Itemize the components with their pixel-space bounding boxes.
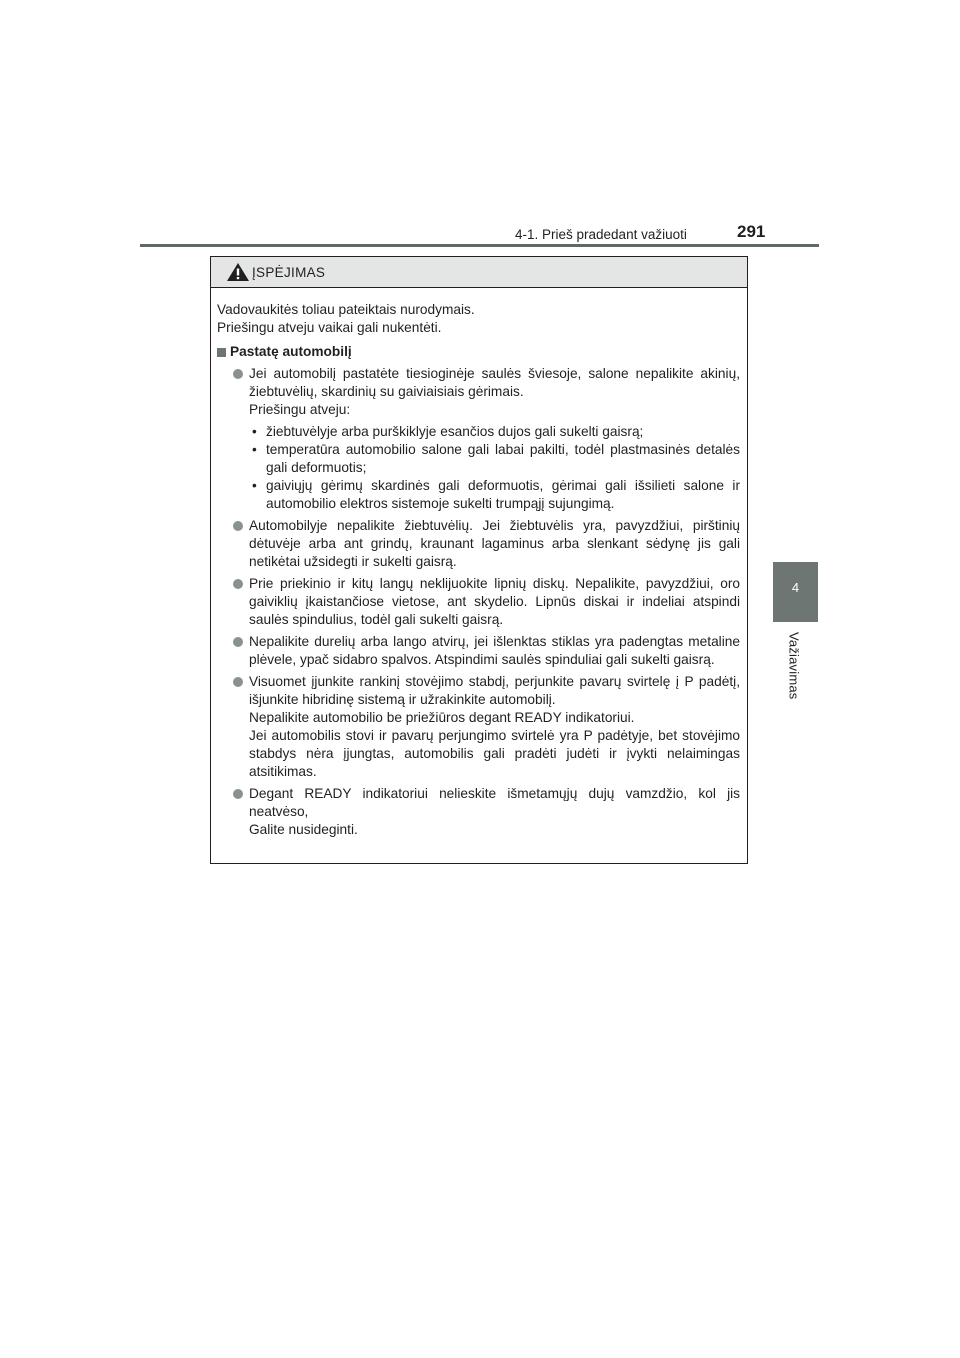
bullet-text: Nepalikite durelių arba lango atvirų, jei išlenktas stiklas yra padengtas metaline plėvele, ypač sidabro spalvos. Atspindimi saulės spinduliai gali sukelti gaisrą.	[249, 634, 740, 667]
bullet-item	[217, 673, 740, 781]
warning-intro	[217, 301, 740, 337]
bullet-text: Visuomet įjunkite rankinį stovėjimo stabdį, perjunkite pavarų svirtelę į P padėtį, išjunkite hibridinę sistemą ir užrakinkite automobilį.	[249, 674, 740, 707]
round-bullet-icon	[233, 637, 243, 647]
intro-line: Vadovaukitės toliau pateiktais nurodymais.	[217, 302, 475, 317]
round-bullet-icon	[233, 579, 243, 589]
sub-list-item: • gaiviųjų gėrimų skardinės gali deformuotis, gėrimai gali išsilieti salone ir automobilio elektros sistemoje sukelti trumpąjį sujungimą.	[252, 478, 740, 511]
bullet-item	[217, 575, 740, 629]
round-bullet-icon	[233, 369, 243, 379]
chapter-tab	[773, 562, 818, 622]
chapter-label	[783, 632, 805, 712]
bullet-text: Galite nusideginti.	[249, 822, 358, 837]
sub-item-text: žiebtuvėlyje arba purškiklyje esančios dujos gali sukelti gaisrą;	[266, 424, 644, 439]
round-bullet-icon	[233, 677, 243, 687]
bullet-item	[217, 517, 740, 571]
chapter-number: 4	[791, 580, 800, 595]
bullet-text: Degant READY indikatoriui nelieskite išmetamųjų dujų vamzdžio, kol jis neatvėso,	[249, 786, 740, 819]
page-number: 291	[737, 222, 766, 241]
chapter-label-text: Važiavimas	[786, 632, 802, 700]
round-bullet-icon	[233, 521, 243, 531]
bullet-item	[217, 365, 740, 513]
header-divider	[140, 244, 819, 247]
sub-item-text: temperatūra automobilio salone gali labai pakilti, todėl plastmasinės detalės gali deformuotis;	[266, 442, 740, 475]
warning-header	[211, 257, 747, 288]
bullet-item	[217, 633, 740, 669]
warning-body	[211, 288, 747, 839]
section-title: 4-1. Prieš pradedant važiuoti	[515, 227, 687, 242]
warning-title: ĮSPĖJIMAS	[252, 264, 326, 280]
sub-list-item: • temperatūra automobilio salone gali labai pakilti, todėl plastmasinės detalės gali deformuotis;	[252, 442, 740, 475]
round-bullet-icon	[233, 789, 243, 799]
bullet-item	[217, 785, 740, 839]
sub-list-item: • žiebtuvėlyje arba purškiklyje esančios dujos gali sukelti gaisrą;	[249, 423, 740, 441]
sub-item-text: gaiviųjų gėrimų skardinės gali deformuotis, gėrimai gali išsilieti salone ir automobilio elektros sistemoje sukelti trumpąjį sujungimą.	[266, 478, 740, 511]
bullet-text: Prie priekinio ir kitų langų neklijuokite lipnių diskų. Nepalikite, pavyzdžiui, oro gaiviklių įkaistančiose vietose, ant skydelio. Lipnūs diskai ir indeliai atspindi saulės spindulius, todėl gali sukelti gaisrą.	[249, 576, 740, 627]
intro-line: Priešingu atveju vaikai gali nukentėti.	[217, 320, 442, 335]
bullet-text: Priešingu atveju:	[249, 402, 351, 417]
bullet-text: Jei automobilį pastatėte tiesioginėje saulės šviesoje, salone nepalikite akinių, žiebtuvėlių, skardinių su gaiviaisiais gėrimais.	[249, 366, 740, 399]
square-bullet-icon	[217, 348, 226, 357]
sub-list	[249, 423, 740, 513]
section-heading	[217, 343, 740, 361]
section-heading-text: Pastatę automobilį	[230, 344, 352, 359]
warning-box	[210, 256, 748, 864]
bullet-text: Jei automobilis stovi ir pavarų perjungimo svirtelė yra P padėtyje, bet stovėjimo stabdys nėra įjungtas, automobilis gali pradėti judėti ir įvykti nelaimingas atsitikimas.	[249, 728, 740, 779]
bullet-text: Automobilyje nepalikite žiebtuvėlių. Jei žiebtuvėlis yra, pavyzdžiui, pirštinių dėtuvėje arba ant grindų, kraunant lagaminus arba slenkant sėdynę jis gali netikėtai užsidegti ir sukelti gaisrą.	[249, 518, 740, 569]
bullet-text: Nepalikite automobilio be priežiūros degant READY indikatoriui.	[249, 710, 635, 725]
warning-triangle-icon	[226, 262, 250, 282]
